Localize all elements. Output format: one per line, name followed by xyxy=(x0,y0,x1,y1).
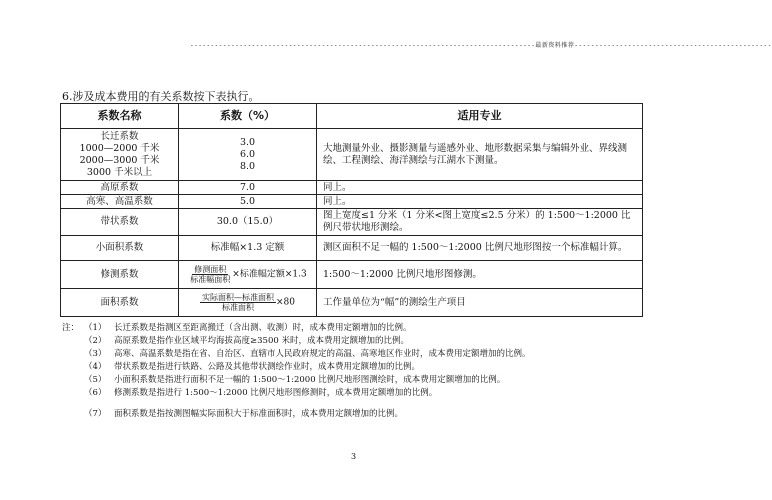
table-row xyxy=(61,181,643,195)
coef-scope: 大地测量外业、摄影测量与遥感外业、地形数据采集与编辑外业、界线测绘、工程测绘、海洋测绘与江湖水下测量。 xyxy=(317,129,643,181)
note-item xyxy=(62,386,437,398)
value-line: 3.0 xyxy=(239,136,256,148)
coef-value: 标准幅×1.3 定额 xyxy=(179,236,317,261)
table-row xyxy=(61,261,643,289)
fraction-numerator: 实际面积—标准面积 xyxy=(202,293,274,302)
coef-name xyxy=(61,129,179,181)
coef-name: 高原系数 xyxy=(61,181,179,195)
note-number: （5） xyxy=(84,375,107,385)
formula-tail: ×80 xyxy=(276,297,295,308)
coef-value: 7.0 xyxy=(179,181,317,195)
name-line: 长迁系数 xyxy=(100,130,139,142)
table-row xyxy=(61,209,643,236)
coef-value xyxy=(179,289,317,317)
note-number: （2） xyxy=(84,336,107,346)
note-number: （7） xyxy=(84,409,107,419)
note-item xyxy=(62,407,403,419)
formula-tail: ×标准幅定额×1.3 xyxy=(232,269,307,280)
coef-value: 5.0 xyxy=(179,195,317,209)
coef-scope: 测区面积不足一幅的 1:500～1:2000 比例尺地形图按一个标准幅计算。 xyxy=(317,236,643,261)
note-text: 长迁系数是指测区至距离搬迁（含出测、收测）时，成本费用定额增加的比例。 xyxy=(114,323,412,333)
name-line: 1000—2000 千米 xyxy=(79,142,160,154)
note-item xyxy=(62,360,420,372)
fraction xyxy=(188,265,232,284)
value-line: 8.0 xyxy=(239,160,256,172)
note-item xyxy=(62,334,409,346)
name-line: 3000 千米以上 xyxy=(86,166,153,178)
table-row xyxy=(61,289,643,317)
coef-scope: 同上。 xyxy=(317,195,643,209)
coef-name: 修测系数 xyxy=(61,261,179,289)
fraction xyxy=(200,293,276,312)
note-number: （1） xyxy=(84,323,107,333)
note-item xyxy=(62,347,531,359)
note-text: 带状系数是指进行铁路、公路及其他带状测绘作业时，成本费用定额增加的比例。 xyxy=(114,362,421,372)
coef-scope: 同上。 xyxy=(317,181,643,195)
intro-paragraph: 6.涉及成本费用的有关系数按下表执行。 xyxy=(62,90,260,103)
coef-value xyxy=(179,261,317,289)
page-header: ------------------------------------------------------------------------------------最新资料推荐------------------------------------------------ xyxy=(190,42,772,49)
coef-scope: 1:500～1:2000 比例尺地形图修测。 xyxy=(317,261,643,289)
note-number: （4） xyxy=(84,362,107,372)
note-text: 高寒、高温系数是指在省、自治区、直辖市人民政府规定的高温、高寒地区作业时，成本费用定额增加的比例。 xyxy=(114,349,531,359)
coef-name: 高寒、高温系数 xyxy=(61,195,179,209)
coefficient-table xyxy=(60,103,643,317)
page-number: 3 xyxy=(350,452,357,461)
note-item xyxy=(62,321,412,333)
header-applicable-field: 适用专业 xyxy=(317,104,643,129)
table-row xyxy=(61,129,643,181)
coef-value: 30.0（15.0） xyxy=(179,209,317,236)
table-row xyxy=(61,236,643,261)
coef-scope: 图上宽度≤1 分米（1 分米<图上宽度≤2.5 分米）的 1:500～1:2000 比例尺带状地形测绘。 xyxy=(317,209,643,236)
fraction-denominator: 标准面积 xyxy=(222,303,254,312)
note-item xyxy=(62,373,505,385)
header-coefficient-value: 系数（%） xyxy=(179,104,317,129)
note-number: （6） xyxy=(84,388,107,398)
note-number: （3） xyxy=(84,349,107,359)
header-coefficient-name: 系数名称 xyxy=(61,104,179,129)
fraction-numerator: 修测面积 xyxy=(194,265,227,274)
coef-name: 小面积系数 xyxy=(61,236,179,261)
note-text: 面积系数是指按测图幅实际面积大于标准面积时，成本费用定额增加的比例。 xyxy=(114,409,404,419)
notes-prefix: 注： xyxy=(62,323,80,333)
coef-name: 带状系数 xyxy=(61,209,179,236)
coef-name: 面积系数 xyxy=(61,289,179,317)
coef-value xyxy=(179,129,317,181)
value-line: 6.0 xyxy=(239,148,256,160)
note-text: 小面积系数是指进行面积不足一幅的 1:500～1:2000 比例尺地形图测绘时，成本费用定额增加的比例。 xyxy=(114,375,506,385)
table-header-row xyxy=(61,104,643,129)
note-text: 高原系数是指作业区域平均海拔高度≥3500 米时，成本费用定额增加的比例。 xyxy=(114,336,409,346)
fraction-denominator: 标准幅面积 xyxy=(190,275,231,284)
note-text: 修测系数是指进行 1:500～1:2000 比例尺地形图修测时，成本费用定额增加的比例。 xyxy=(114,388,438,398)
name-line: 2000—3000 千米 xyxy=(79,154,160,166)
coef-scope: 工作量单位为“幅”的测绘生产项目 xyxy=(317,289,643,317)
table-row xyxy=(61,195,643,209)
